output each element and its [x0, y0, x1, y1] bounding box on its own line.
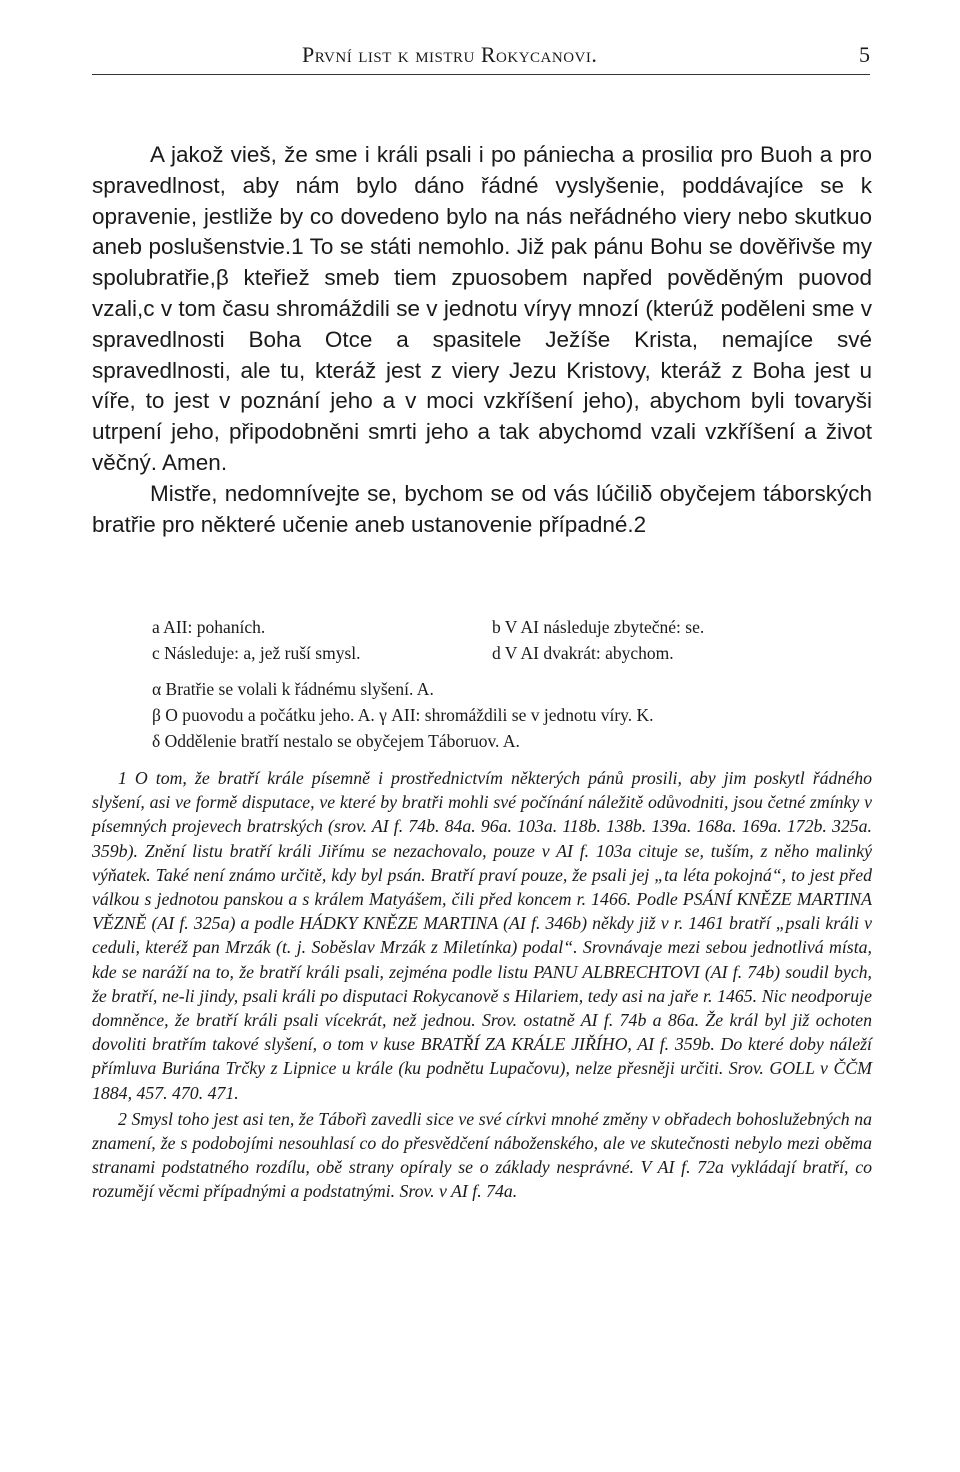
variant-note-c: c Následuje: a, jež ruší smysl. — [152, 643, 361, 663]
variant-row-ab — [152, 614, 872, 640]
page-number: 5 — [859, 42, 870, 67]
variant-note-delta: δ Oddělenie bratří nestalo se obyčejem Táboruov. A. — [152, 731, 520, 751]
footnote-2: 2 Smysl toho jest asi ten, že Tábořì zavedli sice ve své církvi mnohé změny v obřadech bohoslužebných na znamení, že s podobojími nesouhlasí co do přesvědčení náboženského, ale ve skutečnosti nebylo mezi oběma stranami podstatného rozdílu, obě strany opíraly se o základy nesprávné. V AI f. 72a vykládají bratří, co rozumějí věcmi případnými a podstatnými. Srov. v AI f. 74a. — [92, 1108, 872, 1202]
body-paragraph-2: Mistře, nedomnívejte se, bychom se od vás lúčiliδ obyčejem táborských bratřie pro některé učenie aneb ustanovenie případné.2 — [92, 480, 872, 537]
notes-gap — [152, 666, 872, 676]
main-text — [92, 140, 872, 540]
footnotes — [92, 766, 872, 1204]
variant-note-d: d V AI dvakrát: abychom. — [492, 643, 674, 663]
header-rule — [92, 74, 870, 75]
running-title: První list k mistru Rokycanovi. — [302, 42, 598, 67]
variant-note-beta-gamma: β O puovodu a počátku jeho. A. γ AII: shromáždili se v jednotu víry. K. — [152, 705, 654, 725]
variant-row-cd — [152, 640, 872, 666]
page-header — [92, 42, 870, 72]
variant-note-a: a AII: pohaních. — [152, 617, 266, 637]
body-paragraph-1: A jakož vieš, že sme i králi psali i po pániecha a prosiliα pro Buoh a pro spravedlnost, aby nám bylo dáno řádné vyslyšenie, poddávajíce se k opravenie, jestliže by co dovedeno bylo na nás neřádného viery nebo skutkuo aneb poslušenstvie.1 To se státi nemohlo. Již pak pánu Bohu se dověřivše my spolubratřie,β kteřiež smeb tiem zpuosobem napřed pověděným puovod vzali,c v tom času shromáždili se v jednotu víryγ mnozí (kterúž poděleni sme v spravedlnosti Boha Otce a spasitele Ježíše Krista, nemajíce své spravedlnosti, ale tu, kteráž jest z viery Jezu Kristovy, kteráž z Boha jest u víře, to jest v poznání jeho a v moci vzkříšení jeho), abychom byli tovaryši utrpení jeho, připodobněni smrti jeho a tak abychomd vzali vzkříšení a život věčný. Amen. — [92, 142, 872, 475]
variant-note-alpha: α Bratřie se volali k řádnému slyšení. A. — [152, 679, 434, 699]
footnote-1: 1 O tom, že bratří krále písemně i prostřednictvím některých pánů prosili, aby jim poskytl řádného slyšení, asi ve formě disputace, ve které by bratři mohli své počínání náležitě odůvodniti, jsou četné zmínky v písemných projevech bratrských (srov. AI f. 74b. 84a. 96a. 103a. 118b. 138b. 139a. 168a. 169a. 172b. 325a. 359b). Znění listu bratří králi Jiřímu se nezachovalo, pouze v AI f. 103a cituje se, tuším, z něho malinký výňatek. Také není známo určitě, kdy byl psán. Bratří praví pouze, že psali jej „ta léta pokojná“, to jest před válkou s jednotou panskou a s králem Matyášem, čili před koncem r. 1466. Podle PSÁNÍ KNĚZE MARTINA VĚZNĚ (AI f. 325a) a podle HÁDKY KNĚZE MARTINA (AI f. 346b) někdy již v r. 1461 bratří „psali králi v ceduli, kteréž pan Mrzák (t. j. Soběslav Mrzák z Miletínka) podal“. Srovnávaje mezi sebou jednotlivá místa, kde se naráží na to, že bratří králi psali, zejména podle listu PANU ALBRECHTOVI (AI f. 74b) soudil bych, že bratří, ne-li jindy, psali králi po disputaci Rokycanově s Hilariem, tedy asi na jaře r. 1465. Nic neodporuje domněnce, že bratří králi psali vícekrát, než jednou. Srov. ostatně AI f. 74b a 86a. Že král byl již ochoten dovoliti bratřím takové slyšení, o tom v kuse BRATŘÍ ZA KRÁLE JIŘÍHO, AI f. 359b. Do které doby náleží přímluva Buriána Trčky z Lipnice u krále (ku podnětu Lupačovu), nelze přesněji určiti. Srov. GOLL v ČČM 1884, 457. 470. 471. — [92, 768, 872, 1103]
variant-note-b: b V AI následuje zbytečné: se. — [492, 617, 705, 637]
variant-notes — [152, 614, 872, 754]
